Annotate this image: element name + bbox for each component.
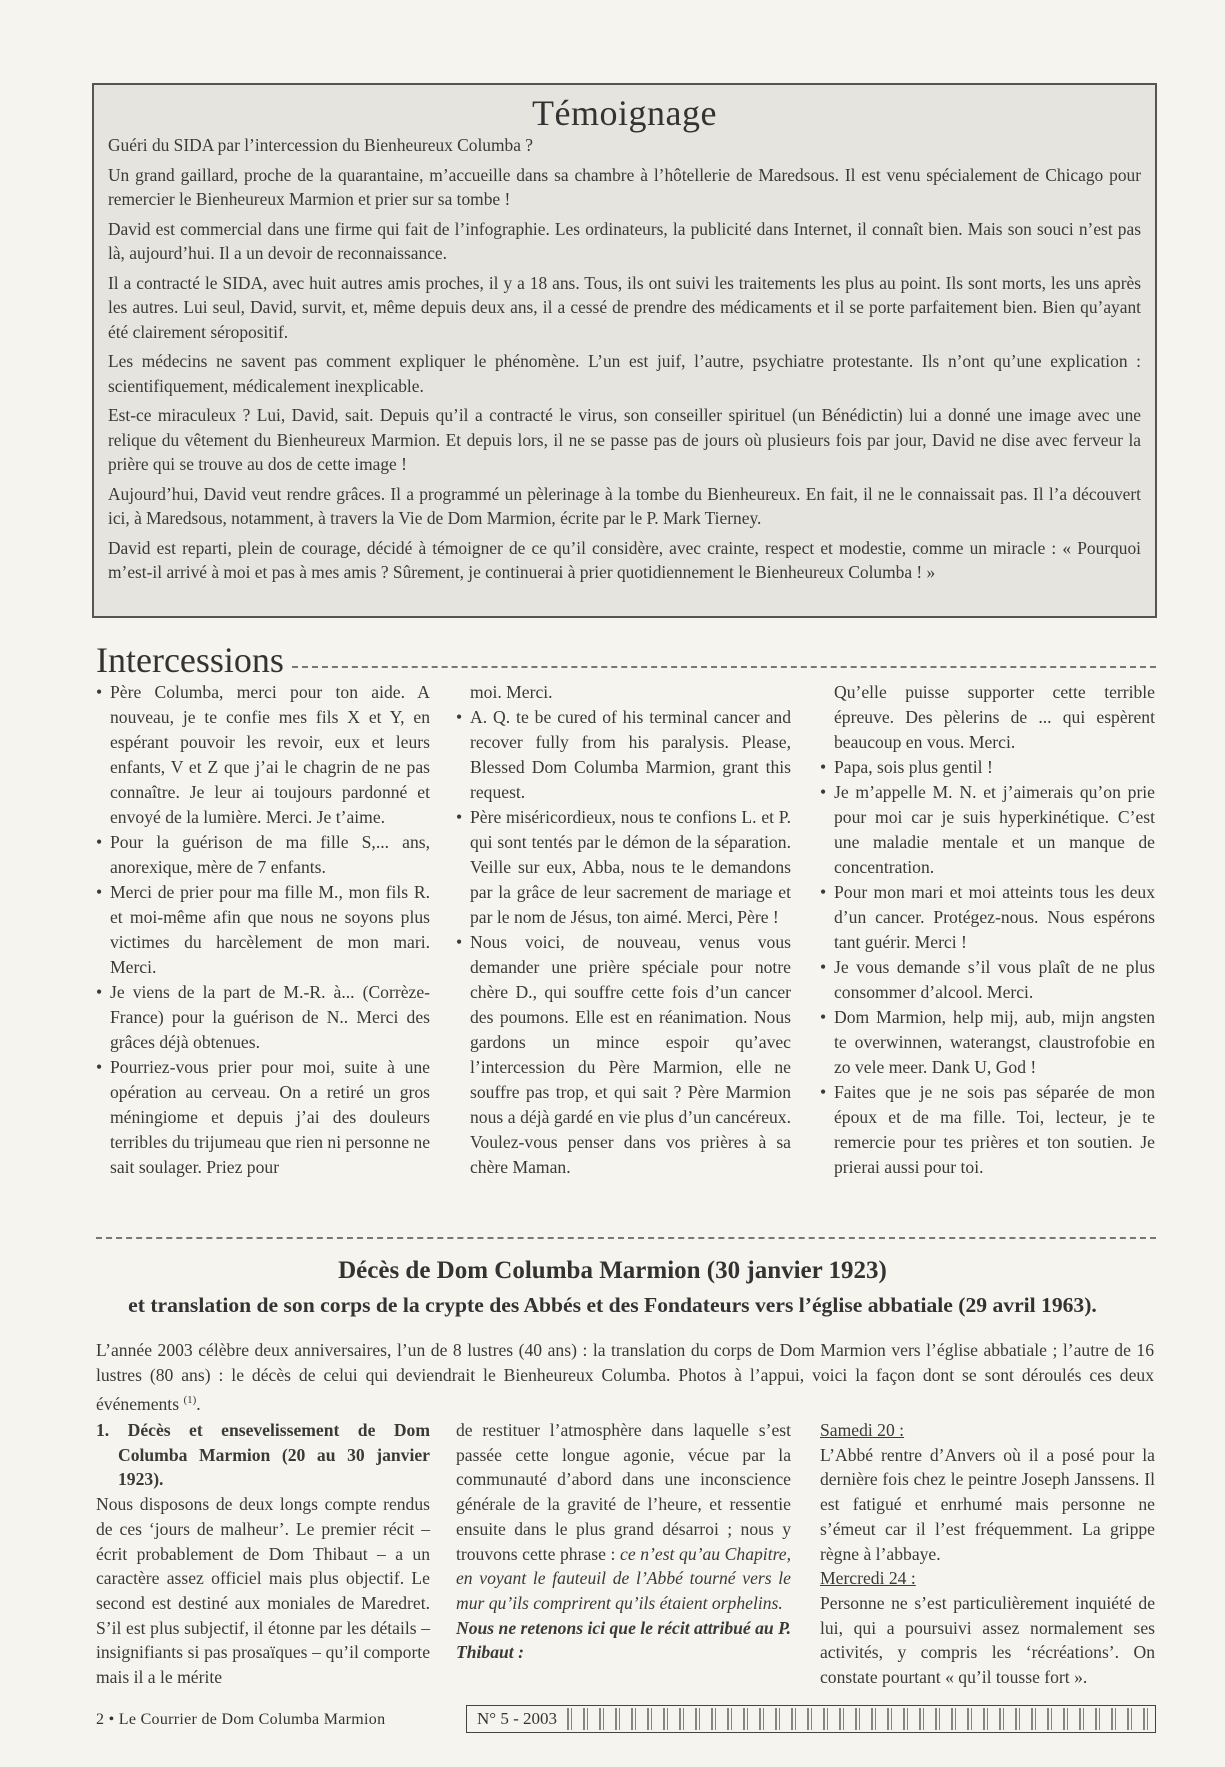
deces-col-1-text: Nous disposons de deux longs compte rendus de ces ‘jours de malheur’. Le premier récit – écrit probablement de Dom Thibaut – a un caractère assez officiel mais plus objectif. Le second est destiné aux moniales de Maredret. S’il est plus subjectif, il étonne par les détails – insignifiants si pas prosaïques – qu’il comporte mais il a le mérite: [96, 1494, 430, 1688]
deces-intro-text: L’année 2003 célèbre deux anniversaires, l’un de 8 lustres (40 ans) : la translation du corps de Dom Marmion vers l’église abbatiale ; l’autre de 16 lustres (80 ans) : le décès de celui qui deviendrait le Bienheureux Columba. Photos à l’appui, voici la façon dont se sont déroulés ces deux événements: [96, 1340, 1154, 1414]
deces-col-2-body: de restituer l’atmosphère dans laquelle s’est passée cette longue agonie, vécue par la communauté d’abord dans une inconscience générale de la gravité de l’heure, et ressentie ensuite dans le plus grand désarroi ; nous y trouvons cette phrase :: [456, 1420, 791, 1564]
temoignage-paragraph: Un grand gaillard, proche de la quarantaine, m’accueille dans sa chambre à l’hôtellerie de Maredsous. Il est venu spécialement de Chicago pour remercier le Bienheureux Marmion et prier sur sa tombe !: [108, 164, 1141, 209]
temoignage-body: [108, 133, 1141, 585]
footnote-ref: (1): [183, 1393, 197, 1406]
intercessions-title: Intercessions: [96, 640, 284, 680]
intercession-item: • Faites que je ne sois pas séparée de mon époux et de ma fille. Toi, lecteur, je te remercie pour tes prières et ton soutien. Je prierai aussi pour toi.: [820, 1080, 1155, 1180]
deces-col-3: [820, 1418, 1155, 1690]
temoignage-paragraph: David est commercial dans une firme qui fait de l’infographie. Les ordinateurs, la publicité dans Internet, il connaît bien. Mais son souci n’est pas là, aujourd’hui. Il a un devoir de reconnaissance.: [108, 218, 1141, 263]
temoignage-paragraph: Il a contracté le SIDA, avec huit autres amis proches, il y a 18 ans. Tous, ils ont suivi les traitements les plus au point. Ils sont morts, les uns après les autres. Lui seul, David, survit, et, même depuis deux ans, il a cessé de prendre des médicaments et il se porte parfaitement bien. Bien qu’ayant été clairement séropositif.: [108, 272, 1141, 342]
intercession-item: • A. Q. te be cured of his terminal cancer and recover fully from his paralysis. Please, Blessed Dom Columba Marmion, grant this request.: [456, 705, 791, 805]
intercession-continuation: moi. Merci.: [470, 682, 553, 702]
temoignage-title: Témoignage: [532, 93, 717, 133]
intercession-item: • Je vous demande s’il vous plaît de ne plus consommer d’alcool. Merci.: [820, 955, 1155, 1005]
temoignage-paragraph: Est-ce miraculeux ? Lui, David, sait. Depuis qu’il a contracté le virus, son conseiller spirituel (un Bénédictin) lui a donné une image avec une relique du vêtement du Bienheureux Marmion. Et depuis lors, il ne se passe pas de jours où plusieurs fois par jour, David ne dise avec ferveur la prière qui se trouve au dos de cette image !: [108, 405, 1141, 474]
deces-intro: L’année 2003 célèbre deux anniversaires, l’un de 8 lustres (40 ans) : la translation du corps de Dom Marmion vers l’église abbatiale ; l’autre de 16 lustres (80 ans) : le décès de celui qui deviendrait le Bienheureux Columba. Photos à l’appui, voici la façon dont se sont déroulés ces deux événements $^{(1)}$.: [96, 1340, 1154, 1414]
intercession-item: • Je m’appelle M. N. et j’aimerais qu’on prie pour moi car je suis hyperkinétique. C’est une maladie mentale et un manque de concentration.: [820, 780, 1155, 880]
deces-col-1: [96, 1418, 430, 1690]
intercessions-divider: [292, 666, 1156, 668]
temoignage-paragraph: Guéri du SIDA par l’intercession du Bienheureux Columba ?: [108, 135, 534, 155]
temoignage-paragraph: David est reparti, plein de courage, décidé à témoigner de ce qu’il considère, avec crainte, respect et modestie, comme un miracle : « Pourquoi m’est-il arrivé à moi et pas à mes amis ? Sûrement, je continuerai à prier quotidiennement le Bienheureux Columba ! »: [108, 537, 1141, 582]
deces-subtitle: et translation de son corps de la crypte des Abbés et des Fondateurs vers l’église abbatiale (29 avril 1963).: [128, 1293, 1097, 1317]
samedi-text: L’Abbé rentre d’Anvers où il a posé pour la dernière fois chez le peintre Joseph Janssens. Il est fatigué et enrhumé mais personne ne s’émeut car il l’est fréquemment. La grippe règne à l’abbaye.: [820, 1444, 1155, 1564]
intercessions-col-2: [456, 680, 791, 1180]
footer-publication: 2 • Le Courrier de Dom Columba Marmion: [96, 1711, 386, 1728]
intercession-item: • Merci de prier pour ma fille M., mon fils R. et moi-même afin que nous ne soyons plus victimes du harcèlement de mon mari. Merci.: [96, 880, 430, 980]
intercession-item: • Nous voici, de nouveau, venus vous demander une prière spéciale pour notre chère D., qui souffre cette fois d’un cancer des poumons. Elle est en réanimation. Nous gardons un mince espoir qu’avec l’intercession du Père Marmion, elle ne souffre pas trop, et qui sait ? Père Marmion nous a déjà gardé en vie plus d’un cancéreux. Voulez-vous penser dans vos prières à sa chère Maman.: [456, 930, 791, 1180]
day-heading-mercredi: Mercredi 24 :: [820, 1568, 916, 1589]
intercession-item: • Papa, sois plus gentil !: [820, 755, 1155, 780]
mercredi-text: Personne ne s’est particulièrement inquiété de lui, qui a poursuivi assez normalement ses activités, y compris les ‘récréations’. On constate pourtant « qu’il tousse fort ».: [820, 1592, 1155, 1688]
section-heading: 1. Décès et ensevelissement de Dom Columba Marmion (20 au 30 janvier 1923).: [96, 1420, 430, 1490]
intercession-item: • Pour la guérison de ma fille S,... ans, anorexique, mère de 7 enfants.: [96, 830, 430, 880]
intercession-item: • Père miséricordieux, nous te confions L. et P. qui sont tentés par le démon de la séparation. Veille sur eux, Abba, nous te le demandons par la grâce de leur sacrement de mariage et par le nom de Jésus, ton aimé. Merci, Père !: [456, 805, 791, 930]
intercession-continuation: Qu’elle puisse supporter cette terrible épreuve. Des pèlerins de ... qui espèrent beaucoup en vous. Merci.: [834, 682, 1155, 752]
issue-number: N° 5 - 2003: [477, 1709, 557, 1728]
intercession-item: • Père Columba, merci pour ton aide. A nouveau, je te confie mes fils X et Y, en espérant pouvoir les revoir, eux et leurs enfants, V et Z que j’ai le chagrin de ne pas connaître. Je leur ai toujours pardonné et envoyé de la lumière. Merci. Je t’aime.: [96, 680, 430, 830]
section-divider: [96, 1237, 1156, 1239]
chapitre-quote: ce n’est qu’au Chapitre, en voyant le fauteuil de l’Abbé tourné vers le mur qu’ils comprirent qu’ils étaient orphelins.: [456, 1543, 791, 1613]
day-heading-samedi: Samedi 20 :: [820, 1420, 905, 1440]
temoignage-paragraph: Aujourd’hui, David veut rendre grâces. Il a programmé un pèlerinage à la tombe du Bienheureux. En fait, il ne le connaissait pas. Il l’a découvert ici, à Maredsous, notamment, à travers la Vie de Dom Marmion, écrite par le P. Mark Tierney.: [108, 483, 1141, 528]
temoignage-box: [92, 83, 1157, 618]
temoignage-paragraph: Les médecins ne savent pas comment expliquer le phénomène. L’un est juif, l’autre, psychiatre protestante. Ils n’ont qu’une explication : scientifiquement, médicalement inexplicable.: [108, 351, 1141, 396]
intercessions-col-1: [96, 680, 430, 1180]
intercession-item: • Je viens de la part de M.-R. à... (Corrèze-France) pour la guérison de N.. Merci des grâces déjà obtenues.: [96, 980, 430, 1055]
intercessions-col-3: [820, 680, 1155, 1180]
decorative-pattern: [567, 1708, 1151, 1730]
deces-col-2-text: [456, 1418, 791, 1616]
intercession-item: • Pourriez-vous prier pour moi, suite à une opération au cerveau. On a retiré un gros méningiome et depuis j’ai des douleurs terribles du trijumeau que rien ni personne ne sait soulager. Priez pour: [96, 1055, 430, 1180]
deces-title: Décès de Dom Columba Marmion (30 janvier 1923): [338, 1257, 887, 1284]
intercession-item: • Dom Marmion, help mij, aub, mijn angsten te overwinnen, waterangst, claustrofobie en zo vele meer. Dank U, God !: [820, 1005, 1155, 1080]
thibaut-note: Nous ne retenons ici que le récit attribué au P. Thibaut :: [456, 1617, 791, 1663]
footer-issue-box: [466, 1705, 1156, 1733]
intercession-item: • Pour mon mari et moi atteints tous les deux d’un cancer. Protégez-nous. Nous espérons tant guérir. Merci !: [820, 880, 1155, 955]
deces-col-2: [456, 1418, 791, 1665]
